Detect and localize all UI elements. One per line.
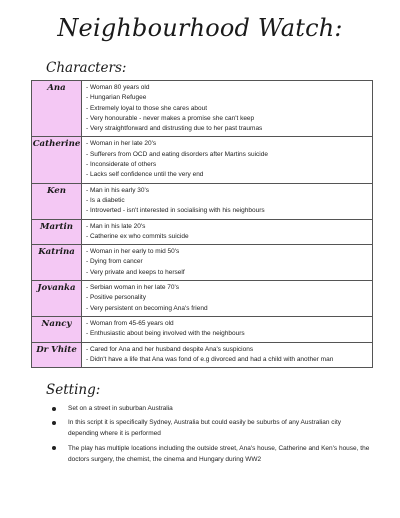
character-trait: - Lacks self confidence until the very end bbox=[86, 171, 204, 179]
character-name: Katrina bbox=[32, 245, 82, 281]
character-trait: - Is a diabetic bbox=[86, 196, 125, 204]
character-trait: - Serbian woman in her late 70's bbox=[86, 284, 180, 292]
setting-item bbox=[52, 443, 372, 465]
character-row bbox=[32, 316, 373, 342]
page-title: Neighbourhood Watch: bbox=[57, 14, 343, 42]
character-trait: - Woman in her late 20's bbox=[86, 140, 157, 148]
character-description bbox=[82, 81, 373, 137]
character-trait: - Cared for Ana and her husband despite Ana's suspicions bbox=[86, 345, 254, 353]
bullet-icon bbox=[52, 421, 56, 425]
character-name: Ana bbox=[32, 81, 82, 137]
setting-item bbox=[52, 403, 372, 414]
setting-list bbox=[52, 403, 372, 468]
character-trait: - Woman in her early to mid 50's bbox=[86, 248, 180, 256]
character-name: Jovanka bbox=[32, 281, 82, 317]
character-trait: - Very honourable - never makes a promise she can't keep bbox=[86, 114, 255, 122]
character-trait: - Introverted - isn't interested in socialising with his neighbours bbox=[86, 207, 265, 215]
setting-text: In this script it is specifically Sydney, Australia but could easily be suburbs of any Australian city depending where it is performed bbox=[68, 419, 342, 438]
character-name: Dr Vhite bbox=[32, 342, 82, 368]
character-description bbox=[82, 281, 373, 317]
character-description bbox=[82, 183, 373, 219]
bullet-icon bbox=[52, 446, 56, 450]
character-trait: - Very straightforward and distrusting due to her past traumas bbox=[86, 125, 263, 133]
character-row bbox=[32, 281, 373, 317]
character-trait: - Very persistent on becoming Ana's friend bbox=[86, 304, 208, 312]
character-trait: - Enthusiastic about being involved with the neighbours bbox=[86, 330, 245, 338]
character-trait: - Very private and keeps to herself bbox=[86, 268, 185, 276]
character-description bbox=[82, 219, 373, 245]
character-description bbox=[82, 342, 373, 368]
character-description bbox=[82, 137, 373, 183]
character-trait: - Woman from 45-65 years old bbox=[86, 319, 174, 327]
setting-text: The play has multiple locations including the outside street, Ana's house, Catherine and Ken's house, the doctors surgery, the chemist, the cinema and Hungary during WW2 bbox=[68, 444, 370, 463]
character-row bbox=[32, 219, 373, 245]
character-trait: - Dying from cancer bbox=[86, 258, 143, 266]
setting-heading: Setting: bbox=[46, 382, 101, 398]
character-trait: - Woman 80 years old bbox=[86, 84, 150, 91]
bullet-icon bbox=[52, 407, 56, 411]
character-name: Nancy bbox=[32, 316, 82, 342]
character-row bbox=[32, 183, 373, 219]
character-description bbox=[82, 316, 373, 342]
character-name: Catherine bbox=[32, 137, 82, 183]
characters-heading: Characters: bbox=[46, 60, 127, 76]
character-trait: - Man in his late 20's bbox=[86, 222, 146, 230]
character-trait: - Hungarian Refugee bbox=[86, 94, 147, 102]
character-trait: - Positive personality bbox=[86, 294, 146, 302]
character-trait: - Man in his early 30's bbox=[86, 186, 150, 194]
character-name: Ken bbox=[32, 183, 82, 219]
character-name: Martin bbox=[32, 219, 82, 245]
character-row bbox=[32, 137, 373, 183]
character-trait: - Extremely loyal to those she cares about bbox=[86, 104, 208, 112]
character-row bbox=[32, 245, 373, 281]
character-row bbox=[32, 342, 373, 368]
setting-item bbox=[52, 417, 372, 439]
character-trait: - Sufferers from OCD and eating disorders after Martins suicide bbox=[86, 150, 268, 158]
character-row bbox=[32, 81, 373, 137]
characters-table bbox=[31, 80, 373, 368]
character-trait: - Inconsiderate of others bbox=[86, 161, 157, 169]
character-trait: - Didn't have a life that Ana was fond of e.g divorced and had a child with another man bbox=[86, 355, 334, 363]
character-trait: - Catherine ex who commits suicide bbox=[86, 232, 189, 240]
setting-text: Set on a street in suburban Australia bbox=[68, 405, 173, 412]
character-description bbox=[82, 245, 373, 281]
